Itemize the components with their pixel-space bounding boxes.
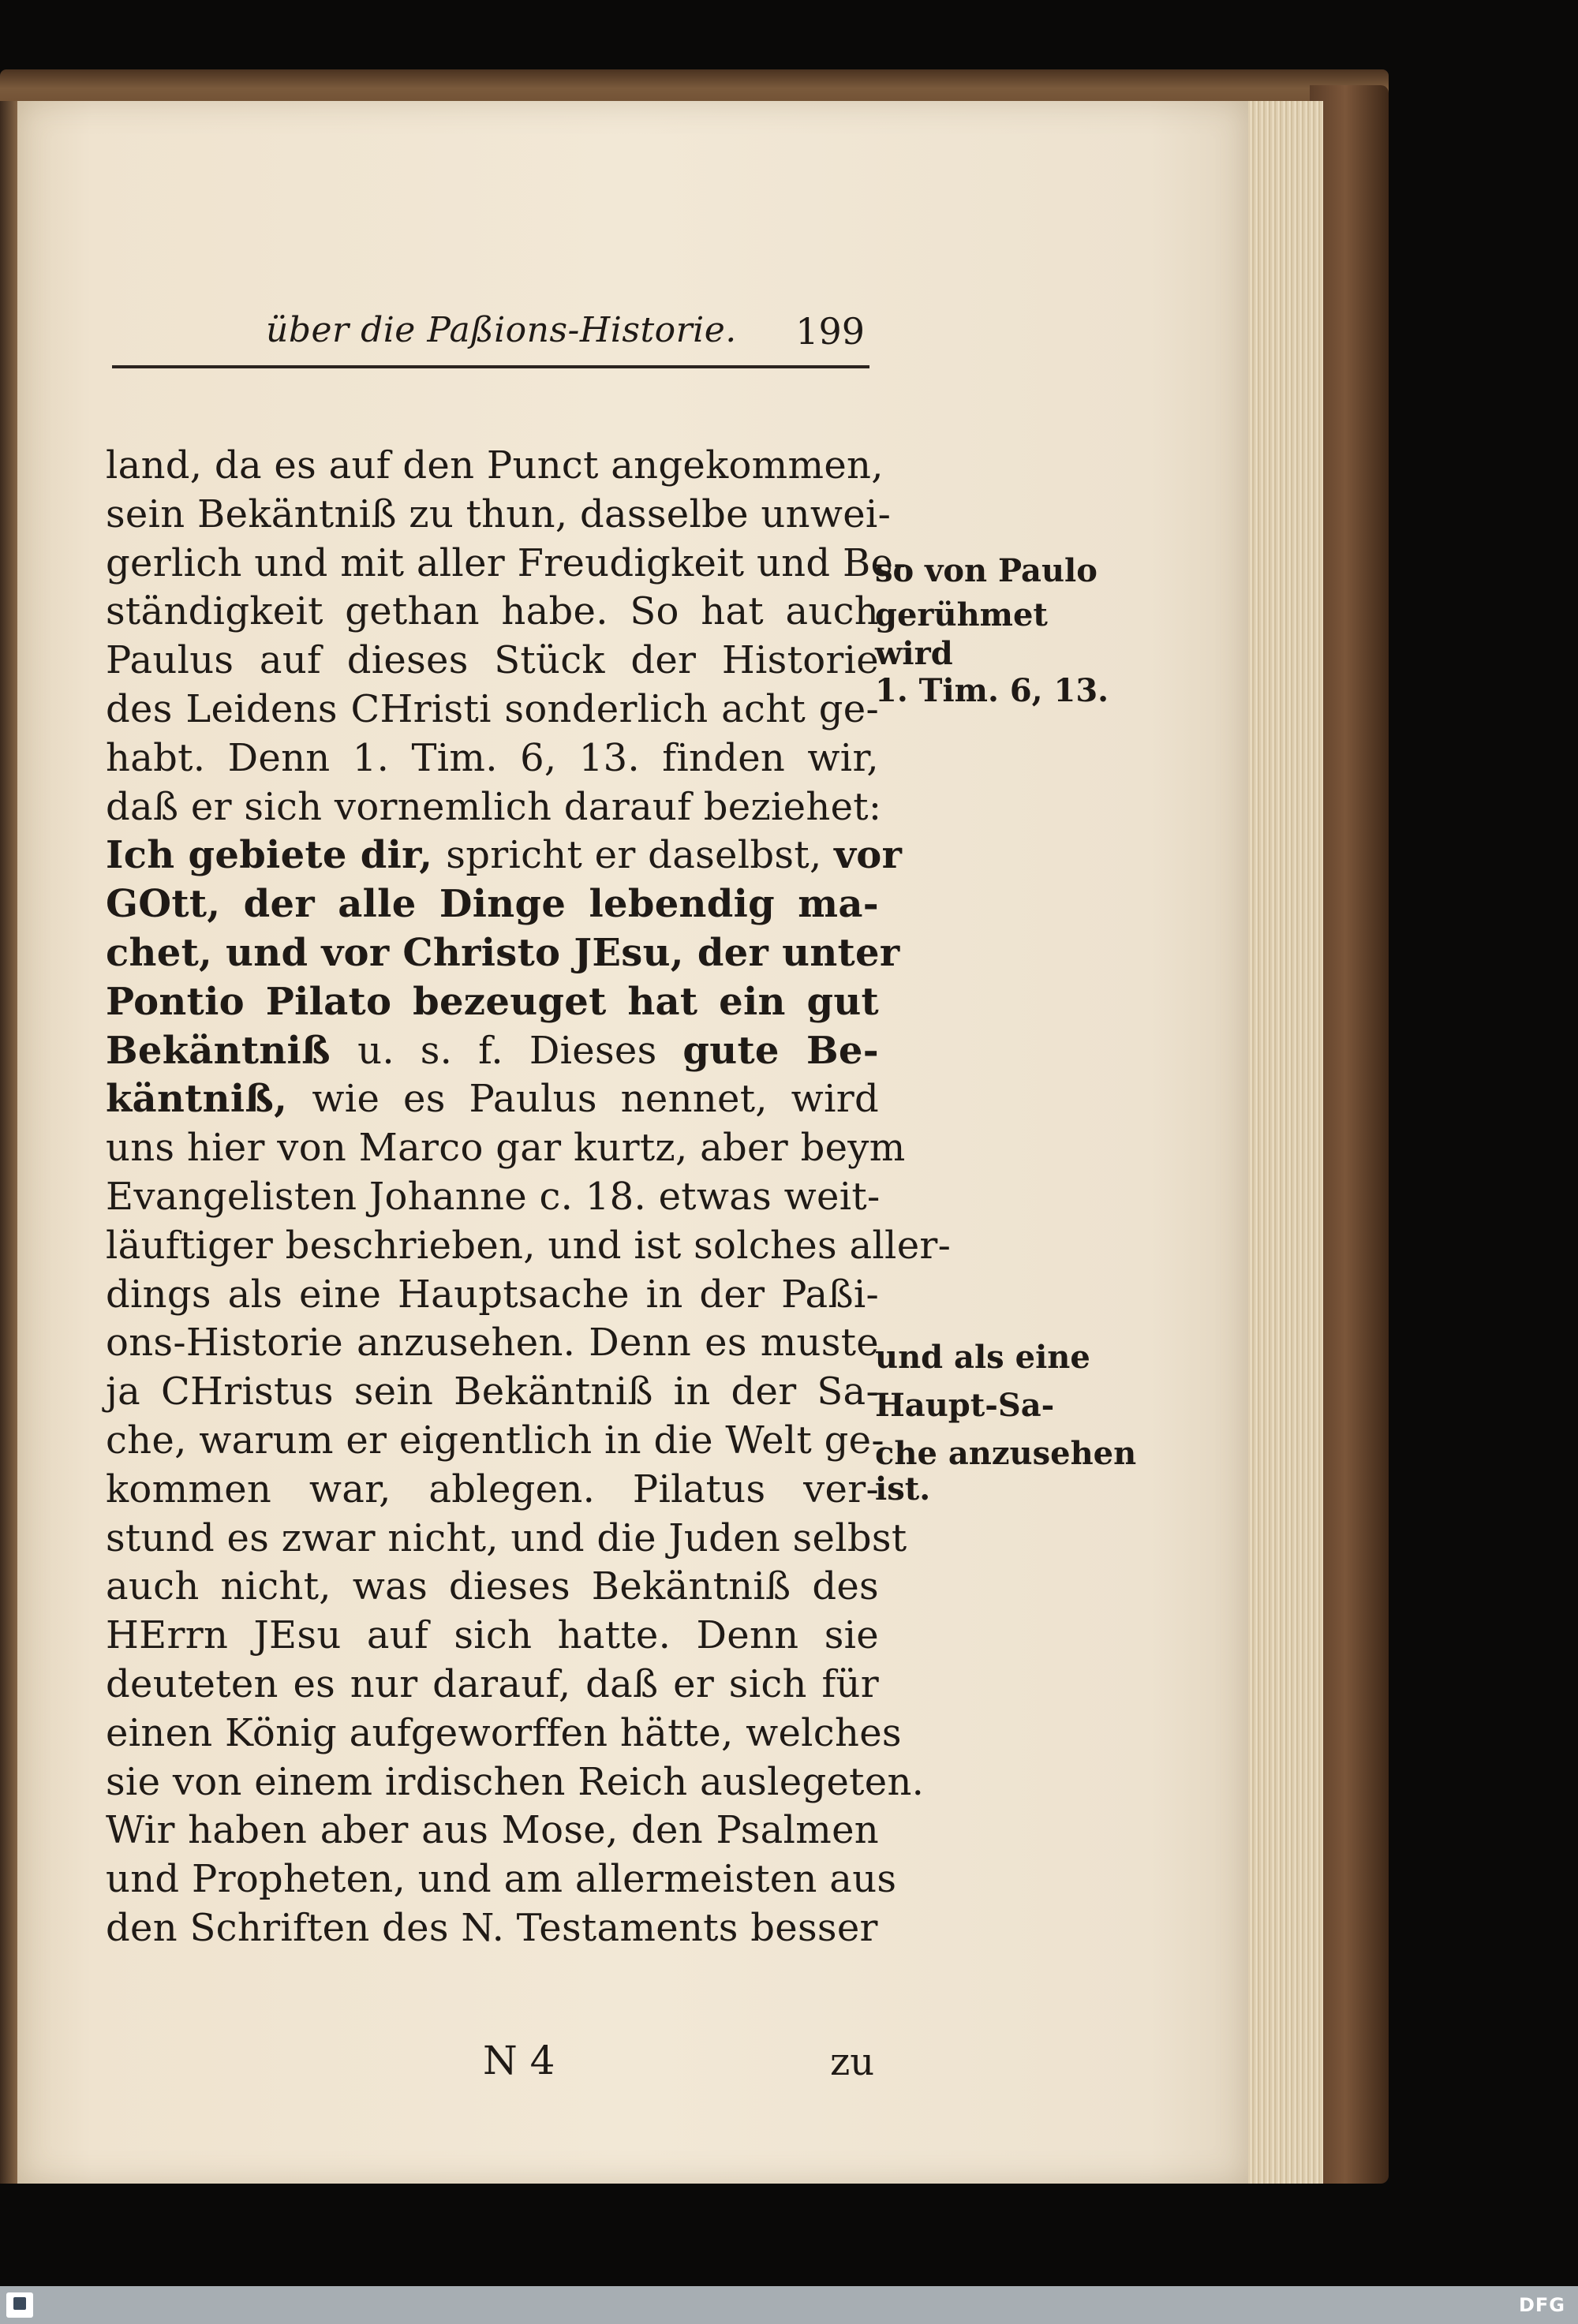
margin-note-line: und als eine bbox=[875, 1339, 1090, 1376]
bold-text-run: GOtt, der alle Dinge lebendig ma- bbox=[106, 882, 879, 927]
bold-text-run: gute Be- bbox=[682, 1028, 879, 1073]
margin-note-line: che anzusehen bbox=[875, 1435, 1137, 1472]
text-line: Wir haben aber aus Mose, den Psalmen bbox=[106, 1808, 879, 1853]
running-head bbox=[112, 302, 869, 368]
text-line: habt. Denn 1. Tim. 6, 13. finden wir, bbox=[106, 735, 879, 780]
text-line bbox=[106, 1027, 879, 1076]
text-line: Paulus auf dieses Stück der Historie bbox=[106, 638, 879, 683]
text-line: einen König aufgeworffen hätte, welches bbox=[106, 1710, 902, 1755]
book-gutter bbox=[0, 101, 19, 2184]
text-line bbox=[106, 1075, 879, 1124]
bold-text-run: käntniß, bbox=[106, 1077, 312, 1122]
text-line: Evangelisten Johanne c. 18. etwas weit- bbox=[106, 1174, 881, 1219]
text-line bbox=[106, 880, 879, 929]
text-run: spricht er daselbst, bbox=[446, 833, 835, 878]
text-line: daß er sich vornemlich darauf beziehet: bbox=[106, 784, 882, 829]
catchword: zu bbox=[830, 2040, 875, 2084]
page-number: 199 bbox=[795, 310, 865, 353]
margin-note-line: wird bbox=[875, 635, 953, 672]
text-run: u. s. f. Dieses bbox=[357, 1028, 683, 1073]
running-title: über die Paßions-Historie. bbox=[266, 310, 737, 350]
library-logo-icon bbox=[6, 2292, 33, 2318]
footer-label: DFG bbox=[1518, 2294, 1565, 2316]
text-line: ja CHristus sein Bekäntniß in der Sa- bbox=[106, 1369, 879, 1414]
text-line: land, da es auf den Punct angekommen, bbox=[106, 443, 884, 488]
text-line: sein Bekäntniß zu thun, dasselbe unwei- bbox=[106, 491, 892, 536]
text-line bbox=[106, 978, 879, 1027]
body-text bbox=[106, 442, 952, 1953]
signature-mark: N 4 bbox=[483, 2038, 555, 2083]
text-line bbox=[106, 831, 903, 880]
bold-text-run: Bekäntniß bbox=[106, 1028, 358, 1073]
text-line: kommen war, ablegen. Pilatus ver- bbox=[106, 1467, 879, 1511]
text-line bbox=[106, 929, 900, 978]
book bbox=[0, 69, 1389, 2191]
text-line: dings als eine Hauptsache in der Paßi- bbox=[106, 1272, 879, 1317]
text-line: und Propheten, und am allermeisten aus bbox=[106, 1857, 897, 1902]
text-run: wie es Paulus nennet, wird bbox=[312, 1077, 879, 1122]
text-line: den Schriften des N. Testaments besser bbox=[106, 1905, 878, 1950]
text-line: sie von einem irdischen Reich auslegeten. bbox=[106, 1759, 925, 1804]
text-line: des Leidens CHristi sonderlich acht ge- bbox=[106, 686, 879, 731]
margin-note-line: Haupt-Sa- bbox=[875, 1387, 1055, 1424]
book-page bbox=[17, 101, 1248, 2184]
text-line: uns hier von Marco gar kurtz, aber beym bbox=[106, 1126, 906, 1171]
text-line: che, warum er eigentlich in die Welt ge- bbox=[106, 1418, 884, 1463]
bold-text-run: vor bbox=[834, 833, 903, 878]
footer-bar bbox=[0, 2286, 1578, 2324]
text-line: gerlich und mit aller Freudigkeit und Be- bbox=[106, 540, 907, 585]
text-line: deuteten es nur darauf, daß er sich für bbox=[106, 1661, 879, 1706]
bold-text-run: chet, und vor Christo JEsu, der unter bbox=[106, 930, 900, 975]
margin-note-line: so von Paulo bbox=[875, 552, 1097, 589]
bold-text-run: Pontio Pilato bezeuget hat ein gut bbox=[106, 979, 879, 1024]
margin-note-hauptsache bbox=[875, 1333, 1137, 1513]
text-line: läuftiger beschrieben, und ist solches aller- bbox=[106, 1223, 952, 1268]
margin-note-paulus bbox=[875, 547, 1112, 715]
text-line: ons-Historie anzusehen. Denn es muste bbox=[106, 1321, 879, 1366]
text-line: HErrn JEsu auf sich hatte. Denn sie bbox=[106, 1613, 879, 1658]
margin-note-line: 1. Tim. 6, 13. bbox=[875, 672, 1109, 709]
text-line: stund es zwar nicht, und die Juden selbst bbox=[106, 1515, 907, 1560]
margin-note-line: gerühmet bbox=[875, 596, 1048, 633]
bold-text-run: Ich gebiete dir, bbox=[106, 833, 447, 878]
text-line: ständigkeit gethan habe. So hat auch bbox=[106, 589, 879, 634]
text-line: auch nicht, was dieses Bekäntniß des bbox=[106, 1564, 879, 1609]
margin-note-line: ist. bbox=[875, 1470, 931, 1508]
